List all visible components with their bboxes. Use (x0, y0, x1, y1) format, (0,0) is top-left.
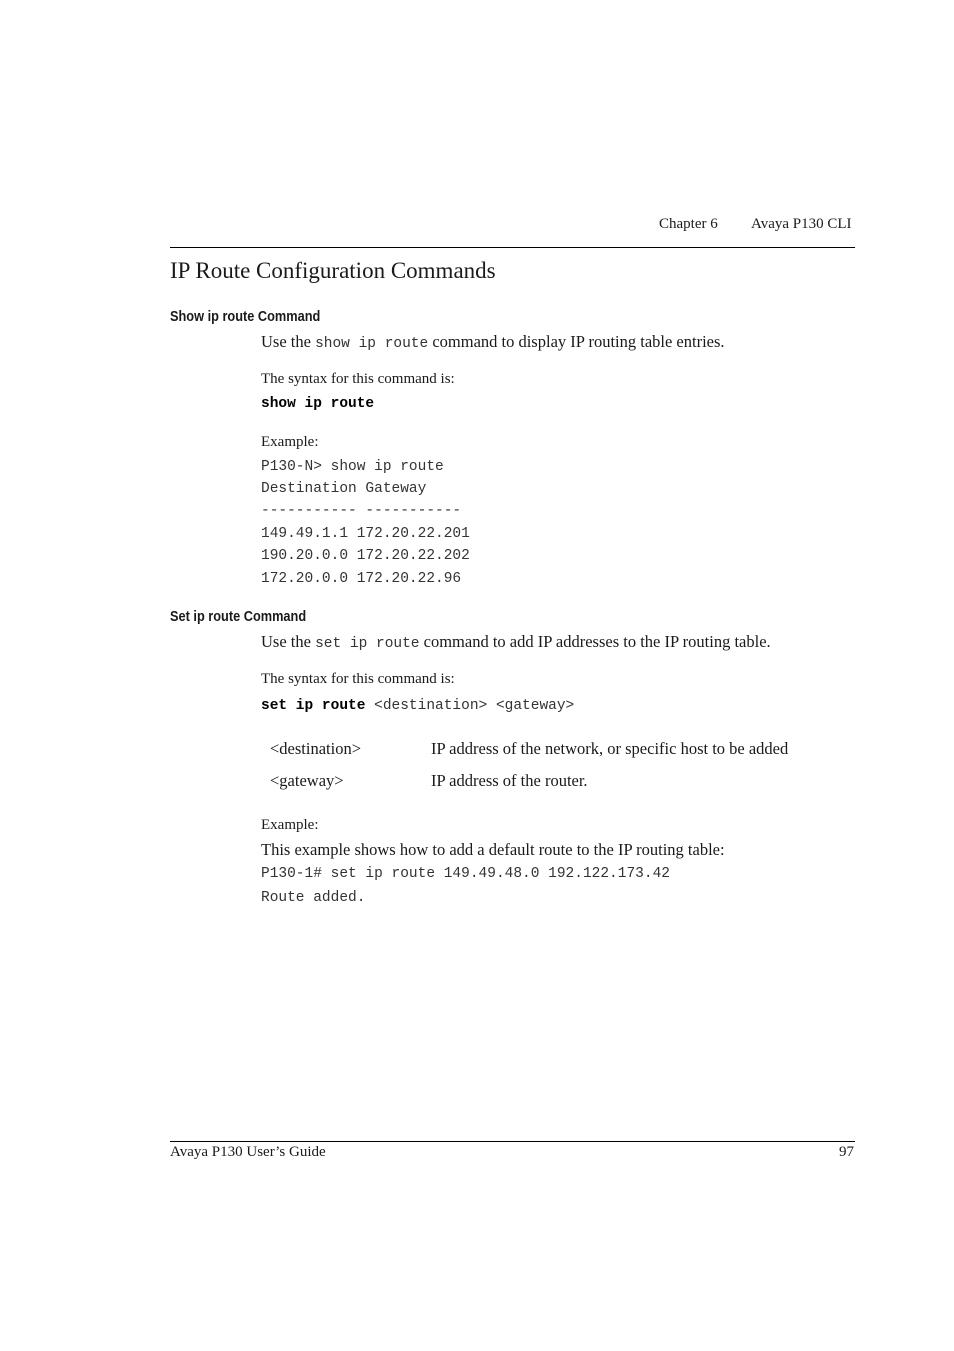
code-line: P130-N> show ip route (261, 459, 444, 475)
syntax-command: set ip route (261, 698, 366, 714)
footer-rule (170, 1141, 855, 1142)
code-line: ----------- ----------- (261, 503, 462, 519)
code-line: 190.20.0.0 172.20.22.202 (261, 548, 470, 564)
set-example-label: Example: (261, 817, 319, 833)
show-command-description (261, 332, 725, 352)
param-description: IP address of the network, or specific host to be added (431, 739, 789, 758)
set-syntax-label: The syntax for this command is: (261, 671, 455, 687)
desc-pre: Use the (261, 332, 316, 351)
header-chapter: Chapter 6 (659, 216, 718, 232)
set-example-description: This example shows how to add a default route to the IP routing table: (261, 840, 725, 859)
header-title: Avaya P130 CLI (751, 216, 852, 232)
desc-pre: Use the (261, 632, 316, 651)
desc-post: command to display IP routing table entries. (428, 332, 725, 351)
set-command-heading: Set ip route Command (170, 609, 307, 625)
show-command-heading: Show ip route Command (170, 309, 321, 325)
syntax-args: <destination> <gateway> (365, 698, 575, 714)
param-name: <gateway> (270, 771, 344, 790)
param-description: IP address of the router. (431, 771, 588, 790)
desc-code: show ip route (315, 336, 429, 352)
set-syntax (261, 696, 574, 714)
code-line: Route added. (261, 890, 366, 906)
param-name: <destination> (270, 739, 362, 758)
code-line: P130-1# set ip route 149.49.48.0 192.122.173.42 (261, 866, 670, 882)
show-example-label: Example: (261, 434, 319, 450)
desc-code: set ip route (315, 636, 420, 652)
code-line: 172.20.0.0 172.20.22.96 (261, 571, 462, 587)
header-rule (170, 247, 855, 248)
page-number: 97 (839, 1144, 854, 1160)
show-syntax: show ip route (261, 396, 375, 412)
code-line: 149.49.1.1 172.20.22.201 (261, 526, 470, 542)
show-syntax-label: The syntax for this command is: (261, 371, 455, 387)
desc-post: command to add IP addresses to the IP routing table. (419, 632, 771, 651)
section-title: IP Route Configuration Commands (170, 258, 496, 283)
footer-guide-title: Avaya P130 User’s Guide (170, 1144, 326, 1160)
code-line: Destination Gateway (261, 481, 427, 497)
set-command-description (261, 632, 771, 652)
